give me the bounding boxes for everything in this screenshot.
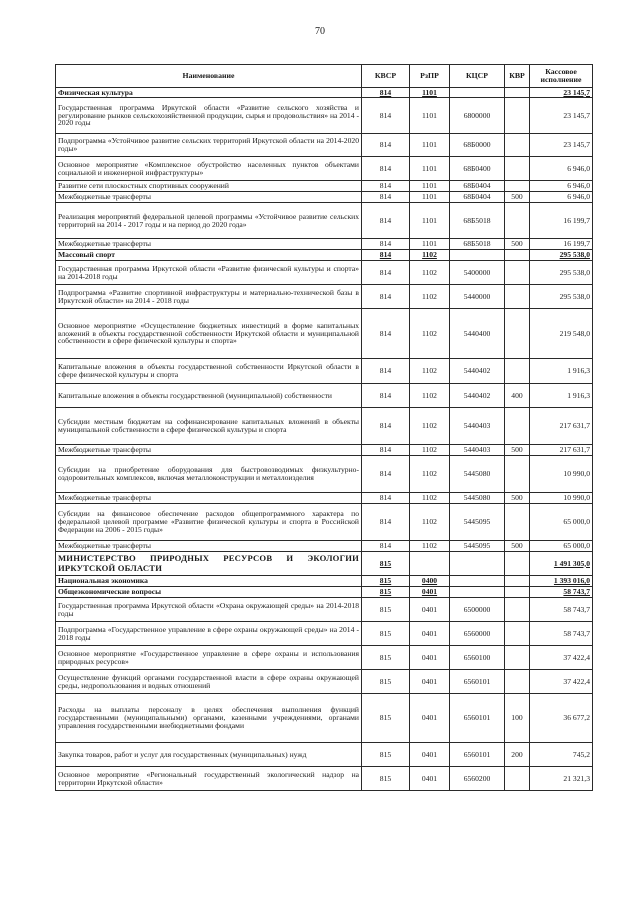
cell-kvsr: 814 (362, 541, 410, 552)
cell-amount: 6 946,0 (530, 192, 593, 203)
cell-kvr (505, 408, 530, 445)
cell-name: Подпрограмма «Устойчивое развитие сельских территорий Иркутской области на 2014-2020 годы» (56, 134, 362, 157)
cell-kvsr: 814 (362, 493, 410, 504)
table-row (56, 646, 593, 670)
cell-kvr (505, 359, 530, 384)
cell-amount: 23 145,7 (530, 98, 593, 134)
cell-kcsr: 68Б5018 (450, 239, 505, 250)
cell-rzpr: 1101 (410, 203, 450, 239)
cell-kvsr: 814 (362, 504, 410, 541)
cell-kvr: 500 (505, 541, 530, 552)
cell-amount: 1 393 016,0 (530, 576, 593, 587)
cell-rzpr: 1101 (410, 192, 450, 203)
cell-kvsr: 814 (362, 309, 410, 359)
cell-rzpr: 1101 (410, 239, 450, 250)
cell-name: Межбюджетные трансферты (56, 239, 362, 250)
cell-rzpr: 0401 (410, 670, 450, 694)
table-row (56, 576, 593, 587)
cell-kvr (505, 203, 530, 239)
cell-kcsr: 5445095 (450, 504, 505, 541)
cell-kvr: 100 (505, 694, 530, 743)
cell-kvr (505, 309, 530, 359)
cell-kvr (505, 181, 530, 192)
cell-name: Реализация мероприятий федеральной целевой программы «Устойчивое развитие сельских территорий на 2014 - 2017 годы и на период до 2020 года» (56, 203, 362, 239)
cell-kvr (505, 261, 530, 285)
cell-amount: 219 548,0 (530, 309, 593, 359)
cell-amount: 6 946,0 (530, 181, 593, 192)
table-row (56, 408, 593, 445)
table-row (56, 384, 593, 408)
cell-name: Государственная программа Иркутской области «Охрана окружающей среды» на 2014-2018 годы (56, 598, 362, 622)
cell-name: Основное мероприятие «Осуществление бюджетных инвестиций в форме капитальных вложений в объекты государственной собственности Иркутской области и муниципальной собственности в сфере физической культуры и спорта» (56, 309, 362, 359)
cell-kcsr: 5440400 (450, 309, 505, 359)
cell-kvr (505, 587, 530, 598)
table-row (56, 504, 593, 541)
cell-rzpr (410, 552, 450, 576)
cell-kcsr: 5445095 (450, 541, 505, 552)
cell-amount: 37 422,4 (530, 670, 593, 694)
cell-kvr (505, 552, 530, 576)
table-row (56, 285, 593, 309)
cell-name: Национальная экономика (56, 576, 362, 587)
cell-kvr (505, 622, 530, 646)
cell-kvsr: 814 (362, 181, 410, 192)
cell-kvsr: 814 (362, 285, 410, 309)
cell-kvr (505, 767, 530, 791)
cell-kvr (505, 504, 530, 541)
table-row (56, 157, 593, 181)
cell-name: Основное мероприятие «Региональный государственный экологический надзор на территории Иркутской области» (56, 767, 362, 791)
table-row (56, 743, 593, 767)
cell-amount: 217 631,7 (530, 408, 593, 445)
cell-kcsr: 6560000 (450, 622, 505, 646)
cell-kvr: 500 (505, 445, 530, 456)
cell-amount: 295 538,0 (530, 250, 593, 261)
table-row (56, 541, 593, 552)
cell-amount: 1 916,3 (530, 384, 593, 408)
cell-kcsr: 68Б0404 (450, 181, 505, 192)
cell-name: Государственная программа Иркутской области «Развитие физической культуры и спорта» на 2014-2018 годы (56, 261, 362, 285)
header-amount: Кассовое исполнение (530, 65, 593, 88)
cell-rzpr: 1102 (410, 250, 450, 261)
cell-kcsr: 5445080 (450, 456, 505, 493)
table-row (56, 88, 593, 98)
cell-kcsr: 6500000 (450, 598, 505, 622)
cell-kcsr: 5440402 (450, 359, 505, 384)
cell-kvr: 400 (505, 384, 530, 408)
cell-kvsr: 814 (362, 157, 410, 181)
cell-amount: 10 990,0 (530, 493, 593, 504)
cell-rzpr: 1102 (410, 384, 450, 408)
cell-amount: 21 321,3 (530, 767, 593, 791)
cell-rzpr: 0401 (410, 743, 450, 767)
cell-kcsr: 5400000 (450, 261, 505, 285)
cell-kcsr: 5440000 (450, 285, 505, 309)
cell-kvsr: 815 (362, 622, 410, 646)
table-row (56, 192, 593, 203)
cell-kcsr: 6560100 (450, 646, 505, 670)
cell-name: МИНИСТЕРСТВО ПРИРОДНЫХ РЕСУРСОВ И ЭКОЛОГИИ ИРКУТСКОЙ ОБЛАСТИ (56, 552, 362, 576)
cell-amount: 36 677,2 (530, 694, 593, 743)
cell-rzpr: 1102 (410, 408, 450, 445)
cell-kvsr: 815 (362, 552, 410, 576)
cell-rzpr: 0400 (410, 576, 450, 587)
cell-rzpr: 0401 (410, 646, 450, 670)
cell-amount: 37 422,4 (530, 646, 593, 670)
cell-amount: 65 000,0 (530, 541, 593, 552)
cell-kvsr: 814 (362, 359, 410, 384)
cell-kvsr: 815 (362, 694, 410, 743)
cell-kvsr: 814 (362, 261, 410, 285)
cell-rzpr: 1102 (410, 493, 450, 504)
cell-kvr (505, 98, 530, 134)
cell-kvsr: 814 (362, 134, 410, 157)
cell-kcsr: 5440403 (450, 445, 505, 456)
cell-kvsr: 815 (362, 743, 410, 767)
cell-name: Основное мероприятие «Государственное управление в сфере охраны и использования природных ресурсов» (56, 646, 362, 670)
cell-amount: 1 916,3 (530, 359, 593, 384)
cell-amount: 58 743,7 (530, 587, 593, 598)
cell-kcsr (450, 576, 505, 587)
cell-kvr (505, 456, 530, 493)
table-row (56, 493, 593, 504)
cell-name: Подпрограмма «Развитие спортивной инфраструктуры и материально-технической базы в Иркутской области» на 2014 - 2018 годы (56, 285, 362, 309)
cell-amount: 295 538,0 (530, 261, 593, 285)
table-row (56, 670, 593, 694)
cell-rzpr: 1101 (410, 134, 450, 157)
cell-rzpr: 0401 (410, 622, 450, 646)
cell-amount: 16 199,7 (530, 203, 593, 239)
cell-rzpr: 0401 (410, 587, 450, 598)
cell-kcsr: 68Б0000 (450, 134, 505, 157)
cell-name: Закупка товаров, работ и услуг для государственных (муниципальных) нужд (56, 743, 362, 767)
cell-kcsr: 6560101 (450, 694, 505, 743)
table-body (56, 88, 593, 791)
cell-name: Межбюджетные трансферты (56, 493, 362, 504)
table-row (56, 250, 593, 261)
cell-kvsr: 814 (362, 250, 410, 261)
cell-kvsr: 814 (362, 456, 410, 493)
page-number: 70 (315, 26, 325, 37)
cell-kvr (505, 285, 530, 309)
cell-rzpr: 1101 (410, 157, 450, 181)
cell-name: Массовый спорт (56, 250, 362, 261)
cell-kvsr: 815 (362, 646, 410, 670)
cell-rzpr: 1102 (410, 309, 450, 359)
cell-name: Развитие сети плоскостных спортивных сооружений (56, 181, 362, 192)
cell-kcsr: 68Б0404 (450, 192, 505, 203)
cell-kvr: 500 (505, 493, 530, 504)
cell-kcsr: 6560101 (450, 743, 505, 767)
cell-name: Расходы на выплаты персоналу в целях обеспечения выполнения функций государственными (муниципальными) органами, казенными учреждениями, органами управления государственными внебюджетными фондами (56, 694, 362, 743)
cell-amount: 1 491 305,0 (530, 552, 593, 576)
cell-kcsr: 6800000 (450, 98, 505, 134)
cell-kcsr (450, 587, 505, 598)
cell-rzpr: 1102 (410, 261, 450, 285)
cell-amount: 23 145,7 (530, 134, 593, 157)
header-kvr: КВР (505, 65, 530, 88)
cell-kvsr: 814 (362, 445, 410, 456)
cell-amount: 745,2 (530, 743, 593, 767)
table-row (56, 359, 593, 384)
cell-name: Межбюджетные трансферты (56, 192, 362, 203)
table-row (56, 694, 593, 743)
cell-kvsr: 814 (362, 239, 410, 250)
table-row (56, 261, 593, 285)
cell-name: Капитальные вложения в объекты государственной (муниципальной) собственности (56, 384, 362, 408)
cell-kvr: 200 (505, 743, 530, 767)
cell-kcsr: 5440403 (450, 408, 505, 445)
cell-kvsr: 814 (362, 88, 410, 98)
cell-name: Основное мероприятие «Комплексное обустройство населенных пунктов объектами социальной и инженерной инфраструктуры» (56, 157, 362, 181)
cell-kvr (505, 88, 530, 98)
cell-kcsr (450, 88, 505, 98)
cell-amount: 65 000,0 (530, 504, 593, 541)
table-row (56, 203, 593, 239)
cell-name: Общеэкономические вопросы (56, 587, 362, 598)
cell-rzpr: 0401 (410, 694, 450, 743)
cell-kvr: 500 (505, 239, 530, 250)
cell-rzpr: 1102 (410, 504, 450, 541)
cell-kcsr: 6560200 (450, 767, 505, 791)
header-kcsr: КЦСР (450, 65, 505, 88)
cell-name: Осуществление функций органами государственной власти в сфере охраны окружающей среды, недропользования и водных отношений (56, 670, 362, 694)
cell-kvr (505, 134, 530, 157)
cell-kcsr: 5445080 (450, 493, 505, 504)
table-row (56, 598, 593, 622)
cell-amount: 10 990,0 (530, 456, 593, 493)
cell-amount: 58 743,7 (530, 598, 593, 622)
cell-amount: 16 199,7 (530, 239, 593, 250)
cell-kcsr: 6560101 (450, 670, 505, 694)
cell-rzpr: 1102 (410, 285, 450, 309)
cell-kvr (505, 157, 530, 181)
table-row (56, 552, 593, 576)
cell-rzpr: 1102 (410, 359, 450, 384)
cell-amount: 58 743,7 (530, 622, 593, 646)
cell-kvr (505, 670, 530, 694)
table-row (56, 622, 593, 646)
table-row (56, 445, 593, 456)
budget-table (55, 64, 593, 791)
cell-amount: 295 538,0 (530, 285, 593, 309)
cell-kvsr: 815 (362, 587, 410, 598)
table-row (56, 239, 593, 250)
header-kvsr: КВСР (362, 65, 410, 88)
cell-rzpr: 1101 (410, 88, 450, 98)
cell-rzpr: 0401 (410, 767, 450, 791)
table-row (56, 456, 593, 493)
cell-rzpr: 1101 (410, 98, 450, 134)
cell-kvr (505, 646, 530, 670)
cell-kvsr: 815 (362, 598, 410, 622)
cell-rzpr: 0401 (410, 598, 450, 622)
cell-kvsr: 814 (362, 408, 410, 445)
cell-amount: 6 946,0 (530, 157, 593, 181)
cell-kvsr: 815 (362, 576, 410, 587)
cell-kcsr: 68Б5018 (450, 203, 505, 239)
cell-name: Субсидии на финансовое обеспечение расходов общепрограммного характера по федеральной целевой программе «Развитие физической культуры и спорта в Российской Федерации на 2006 - 2015 годы» (56, 504, 362, 541)
cell-name: Межбюджетные трансферты (56, 541, 362, 552)
cell-kcsr: 5440402 (450, 384, 505, 408)
cell-kvr: 500 (505, 192, 530, 203)
cell-kvsr: 815 (362, 670, 410, 694)
cell-name: Межбюджетные трансферты (56, 445, 362, 456)
cell-name: Субсидии местным бюджетам на софинансирование капитальных вложений в объекты муниципальной собственности в сфере физической культуры и спорта (56, 408, 362, 445)
cell-name: Подпрограмма «Государственное управление в сфере охраны окружающей среды» на 2014 - 2018 годы (56, 622, 362, 646)
cell-kvr (505, 576, 530, 587)
cell-kvsr: 814 (362, 192, 410, 203)
cell-rzpr: 1102 (410, 456, 450, 493)
cell-amount: 217 631,7 (530, 445, 593, 456)
cell-amount: 23 145,7 (530, 88, 593, 98)
table-row (56, 767, 593, 791)
cell-name: Субсидии на приобретение оборудования для быстровозводимых физкультурно-оздоровительных комплексов, включая металлоконструкции и металлоизделия (56, 456, 362, 493)
cell-name: Государственная программа Иркутской области «Развитие сельского хозяйства и регулирование рынков сельскохозяйственной продукции, сырья и продовольствия» на 2014 - 2020 годы (56, 98, 362, 134)
cell-rzpr: 1102 (410, 541, 450, 552)
table-row (56, 587, 593, 598)
cell-kcsr (450, 250, 505, 261)
header-rzpr: РзПР (410, 65, 450, 88)
cell-name: Физическая культура (56, 88, 362, 98)
table-header-row (56, 65, 593, 88)
cell-rzpr: 1102 (410, 445, 450, 456)
cell-rzpr: 1101 (410, 181, 450, 192)
table-row (56, 134, 593, 157)
table-row (56, 98, 593, 134)
cell-kcsr (450, 552, 505, 576)
header-name: Наименование (56, 65, 362, 88)
cell-kvsr: 814 (362, 203, 410, 239)
cell-kcsr: 68Б0400 (450, 157, 505, 181)
cell-kvsr: 814 (362, 384, 410, 408)
cell-kvsr: 815 (362, 767, 410, 791)
cell-name: Капитальные вложения в объекты государственной собственности Иркутской области в сфере физической культуры и спорта (56, 359, 362, 384)
cell-kvsr: 814 (362, 98, 410, 134)
cell-kvr (505, 598, 530, 622)
table-row (56, 309, 593, 359)
cell-kvr (505, 250, 530, 261)
table-row (56, 181, 593, 192)
